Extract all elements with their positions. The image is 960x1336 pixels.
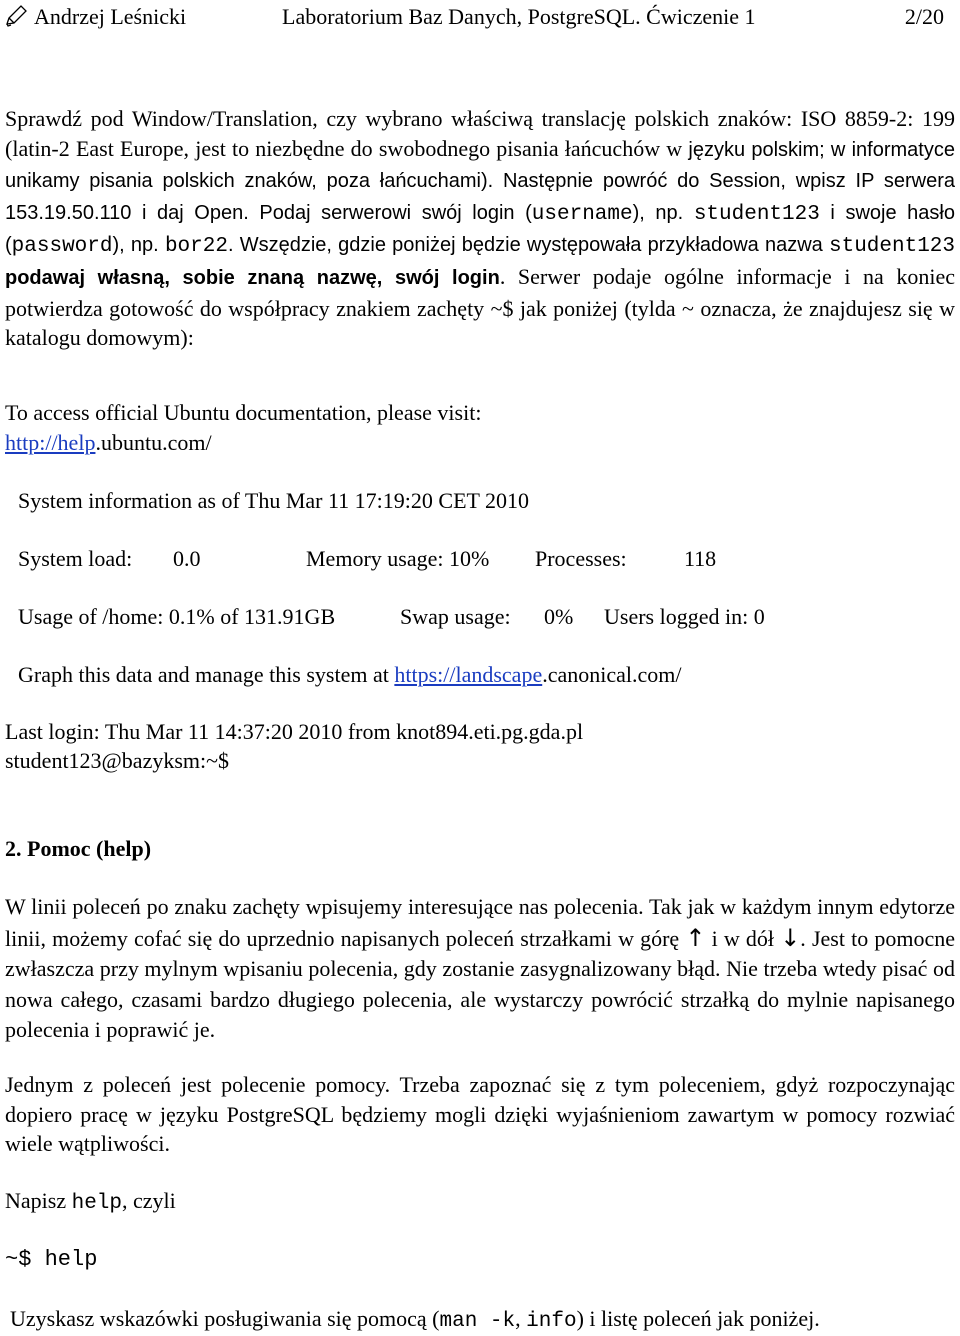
home-usage: Usage of /home: 0.1% of 131.91GB [18,604,336,629]
terminal-row-usage [18,603,918,631]
page-header [4,2,954,32]
help-link[interactable]: http://help [5,430,96,455]
swap-label: Swap usage: [400,604,511,629]
processes-value: 118 [684,546,717,571]
document-title: Laboratorium Baz Danych, PostgreSQL. Ćwiczenie 1 [282,4,756,29]
para4-text-1: Uzyskasz wskazówki posługiwania się pomocą ( [10,1306,440,1331]
users-logged-in: Users logged in: 0 [604,604,765,629]
code-student-2: student123 [828,235,956,259]
sysload-value: 0.0 [173,546,201,571]
code-password: password [11,235,113,259]
sysload-label: System load: [18,546,133,571]
swap-value: 0% [544,604,574,629]
section-paragraph-1 [5,892,955,1046]
arrow-up-icon: ↑ [685,923,706,952]
intro-text-8: . Serwer podaje ogólne informacje i na koniec potwierdza gotowość do współpracy znakiem zachęty ~$ jak poniżej (tylda ~ oznacza, że znajdujesz się w katalogu domowym): [5,263,956,351]
landscape-link-rest: .canonical.com/ [542,662,682,687]
terminal-sysinfo: System information as of Thu Mar 11 17:19:20 CET 2010 [18,488,530,513]
author [4,2,186,32]
code-info: info [526,1310,577,1333]
intro-text-2: języku polskim; w informatyce unikamy pisania polskich znaków, poza łańcuchami). Następnie powróć do Session, wpisz IP serwera 153.19.50.110 i daj Open. [5,138,955,224]
para1-text-1: W linii poleceń po znaku zachęty wpisujemy interesujące nas polecenia. Tak jak w każdym innym edytorze linii, możemy cofać się do uprzednio napisanych poleceń strzałkami w górę [5,894,955,951]
page-number: 2/20 [904,4,944,29]
code-username: username [531,202,633,226]
section-paragraph-3 [5,1187,176,1218]
intro-text-3: Podaj serwerowi swój login ( [248,201,532,224]
intro-text-1: Sprawdź pod Window/Translation, czy wybrano właściwą translację polskich znaków: ISO 8859-2: 199 (latin-2 East Europe, jest to niezbędne do swobodnego pisania łańcuchów w [5,106,955,161]
terminal-line-docs: To access official Ubuntu documentation, please visit: [5,400,482,425]
para1-text-3: . Jest to pomocne zwłaszcza przy mylnym wpisaniu polecenia, gdy zostanie zasygnalizowany błąd. Nie trzeba wtedy pisać od nowa całego, czasami bardzo długiego polecenia, ale wystarczy powrócić strzałką do mylnie napisanego polecenia i poprawić je. [5,925,955,1042]
intro-paragraph [5,104,955,353]
terminal-last-login: Last login: Thu Mar 11 14:37:20 2010 from knot894.eti.pg.gda.pl [5,719,584,744]
terminal-prompt: student123@bazyksm:~$ [5,748,230,773]
code-bor: bor22 [164,235,228,259]
terminal-graph-line [18,661,682,689]
section-paragraph-2: Jednym z poleceń jest polecenie pomocy. Trzeba zapoznać się z tym poleceniem, gdyż rozpoczynając dopiero pracę w języku PostgreSQL będziemy mogli dzięki wyjaśnieniom zawartym w pomocy rozwiać wiele wątpliwości. [5,1072,955,1157]
memory-usage: Memory usage: 10% [306,546,490,571]
terminal-line-docs-link [5,429,212,457]
pencil-icon [4,5,28,27]
code-help: help [71,1192,123,1215]
processes-label: Processes: [535,546,627,571]
section-heading: 2. Pomoc (help) [5,836,152,861]
para4-comma: , [515,1306,527,1331]
section-paragraph-4 [10,1305,820,1336]
intro-text-4: ), np. [632,201,694,224]
arrow-down-icon: ↓ [780,923,801,952]
para3-text-2: , czyli [122,1188,176,1213]
intro-text-5: i swoje hasło ( [5,201,955,257]
intro-bold-text: podawaj własną, sobie znaną nazwę, swój login [5,266,500,289]
para3-text-1: Napisz [5,1188,72,1213]
author-name: Andrzej Leśnicki [34,4,187,29]
para1-text-2: i w dół [705,925,781,951]
code-student: student123 [693,202,820,226]
code-man: man -k [439,1310,516,1333]
graph-text: Graph this data and manage this system at [18,662,395,687]
terminal-row-load [18,545,918,573]
help-link-rest: .ubuntu.com/ [95,430,212,455]
landscape-link[interactable]: https://landscape [394,662,543,687]
intro-text-6: ), np. [112,234,165,257]
intro-text-7: . Wszędzie, gdzie poniżej będzie występowała przykładowa nazwa [227,234,829,257]
para4-text-2: ) i listę poleceń jak poniżej. [576,1306,820,1331]
command-example: ~$ help [5,1247,98,1272]
